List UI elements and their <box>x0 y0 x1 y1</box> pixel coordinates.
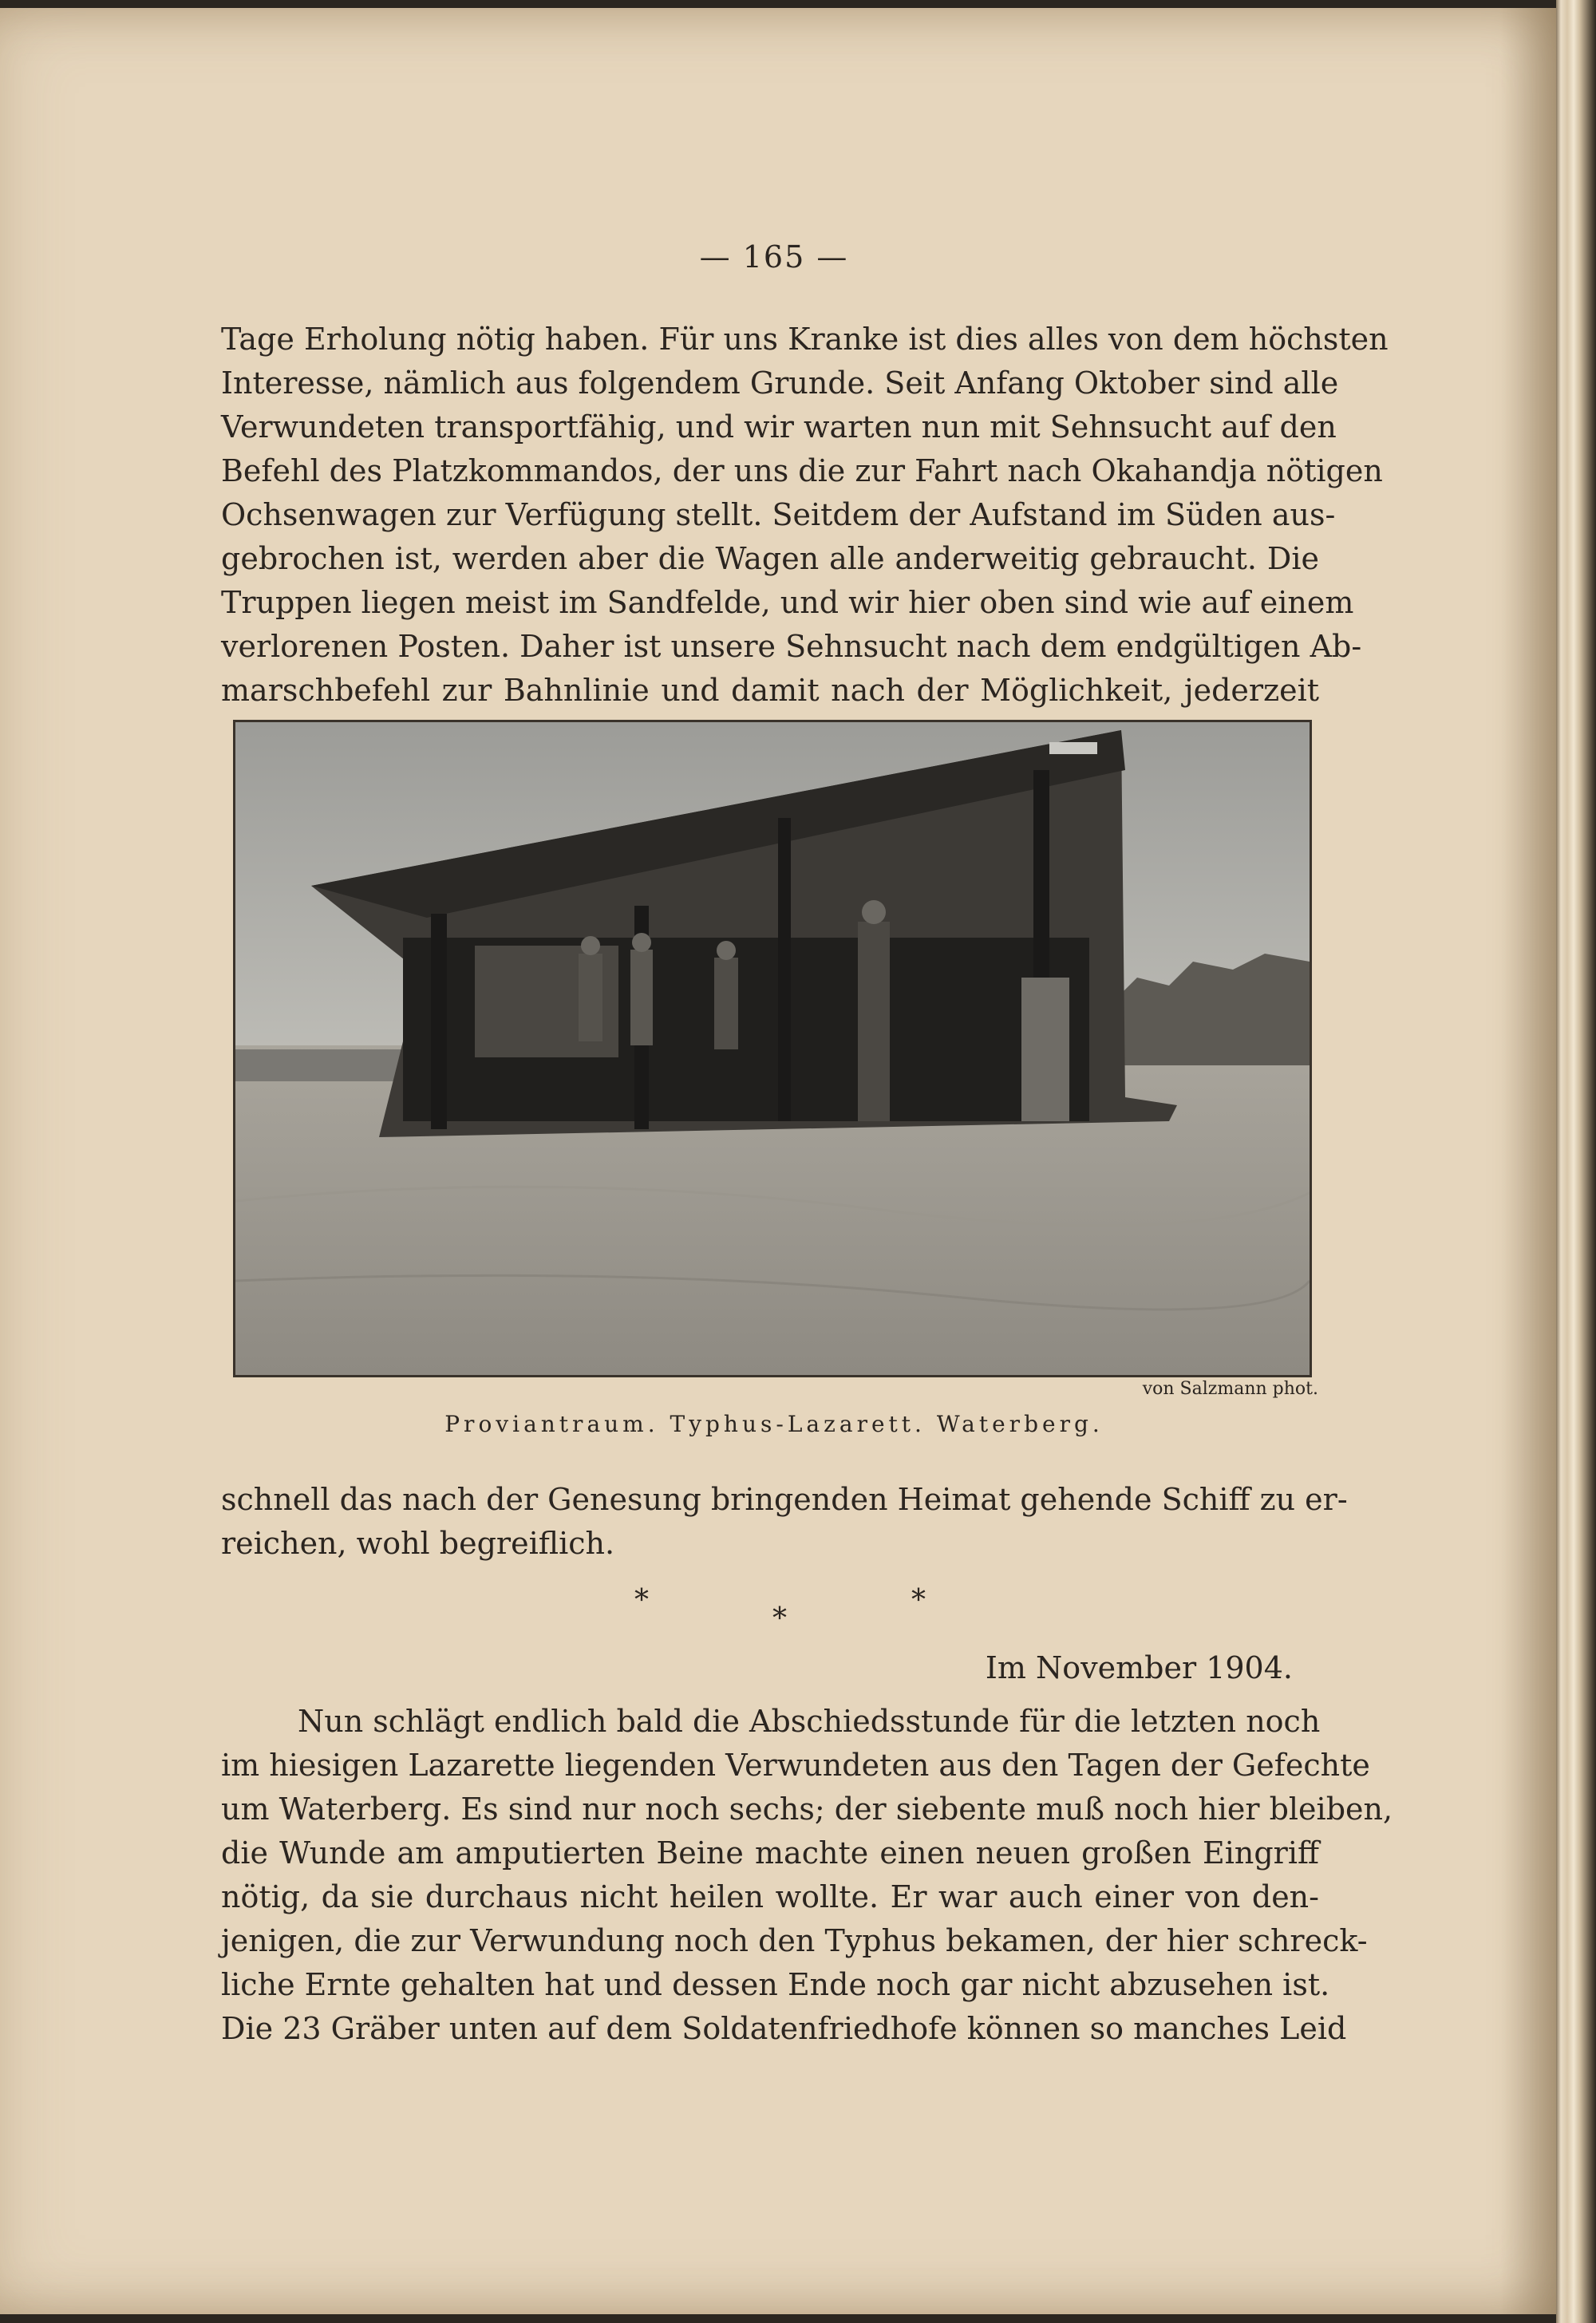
text-line: Nun schlägt endlich bald die Abschiedsstunde für die letzten noch <box>298 1704 1321 1739</box>
bottom-paragraph <box>221 1700 1393 2051</box>
text-line: Ochsenwagen zur Verfügung stellt. Seitdem der Aufstand im Süden aus- <box>221 497 1336 532</box>
text-line: schnell das nach der Genesung bringenden Heimat gehende Schiff zu er- <box>221 1482 1348 1517</box>
separator-star: * <box>911 1584 926 1617</box>
text-line: Tage Erholung nötig haben. Für uns Kranke ist dies alles von dem höchsten <box>221 322 1389 357</box>
date-heading: Im November 1904. <box>985 1650 1293 1685</box>
middle-paragraph <box>221 1478 1348 1566</box>
text-line: im hiesigen Lazarette liegenden Verwundeten aus den Tagen der Gefechte <box>221 1748 1370 1783</box>
text-line: Verwundeten transportfähig, und wir warten nun mit Sehnsucht auf den <box>221 409 1337 444</box>
text-line: Interesse, nämlich aus folgendem Grunde. Seit Anfang Oktober sind alle <box>221 365 1339 401</box>
text-line: jenigen, die zur Verwundung noch den Typhus bekamen, der hier schreck- <box>221 1923 1368 1958</box>
text-line: die Wunde am amputierten Beine machte einen neuen großen Eingriff <box>221 1835 1319 1871</box>
separator-star: * <box>772 1602 787 1635</box>
separator-star: * <box>634 1584 649 1617</box>
photo-caption: Proviantraum. Typhus-Lazarett. Waterberg. <box>444 1411 1104 1437</box>
book-binding <box>1556 0 1596 2323</box>
text-line: marschbefehl zur Bahnlinie und damit nach der Möglichkeit, jederzeit <box>221 673 1319 708</box>
text-line: liche Ernte gehalten hat und dessen Ende noch gar nicht abzusehen ist. <box>221 1967 1330 2002</box>
page-number: — 165 — <box>699 239 849 275</box>
top-paragraph <box>221 318 1389 713</box>
text-line: verlorenen Posten. Daher ist unsere Sehnsucht nach dem endgültigen Ab- <box>221 629 1362 664</box>
text-line: um Waterberg. Es sind nur noch sechs; der siebente muß noch hier bleiben, <box>221 1792 1393 1827</box>
text-line: Die 23 Gräber unten auf dem Soldatenfriedhofe können so manches Leid <box>221 2011 1347 2046</box>
text-line: gebrochen ist, werden aber die Wagen alle anderweitig gebraucht. Die <box>221 541 1319 576</box>
photograph <box>233 720 1312 1377</box>
text-line: Truppen liegen meist im Sandfelde, und wir hier oben sind wie auf einem <box>221 585 1354 620</box>
text-line: nötig, da sie durchaus nicht heilen wollte. Er war auch einer von den- <box>221 1879 1319 1914</box>
spine-shadow <box>1500 8 1556 2314</box>
photo-credit: von Salzmann phot. <box>1142 1379 1318 1399</box>
photo-shelter-scene <box>235 722 1310 1375</box>
text-line: reichen, wohl begreiflich. <box>221 1526 615 1561</box>
text-line: Befehl des Platzkommandos, der uns die zur Fahrt nach Okahandja nötigen <box>221 453 1383 488</box>
